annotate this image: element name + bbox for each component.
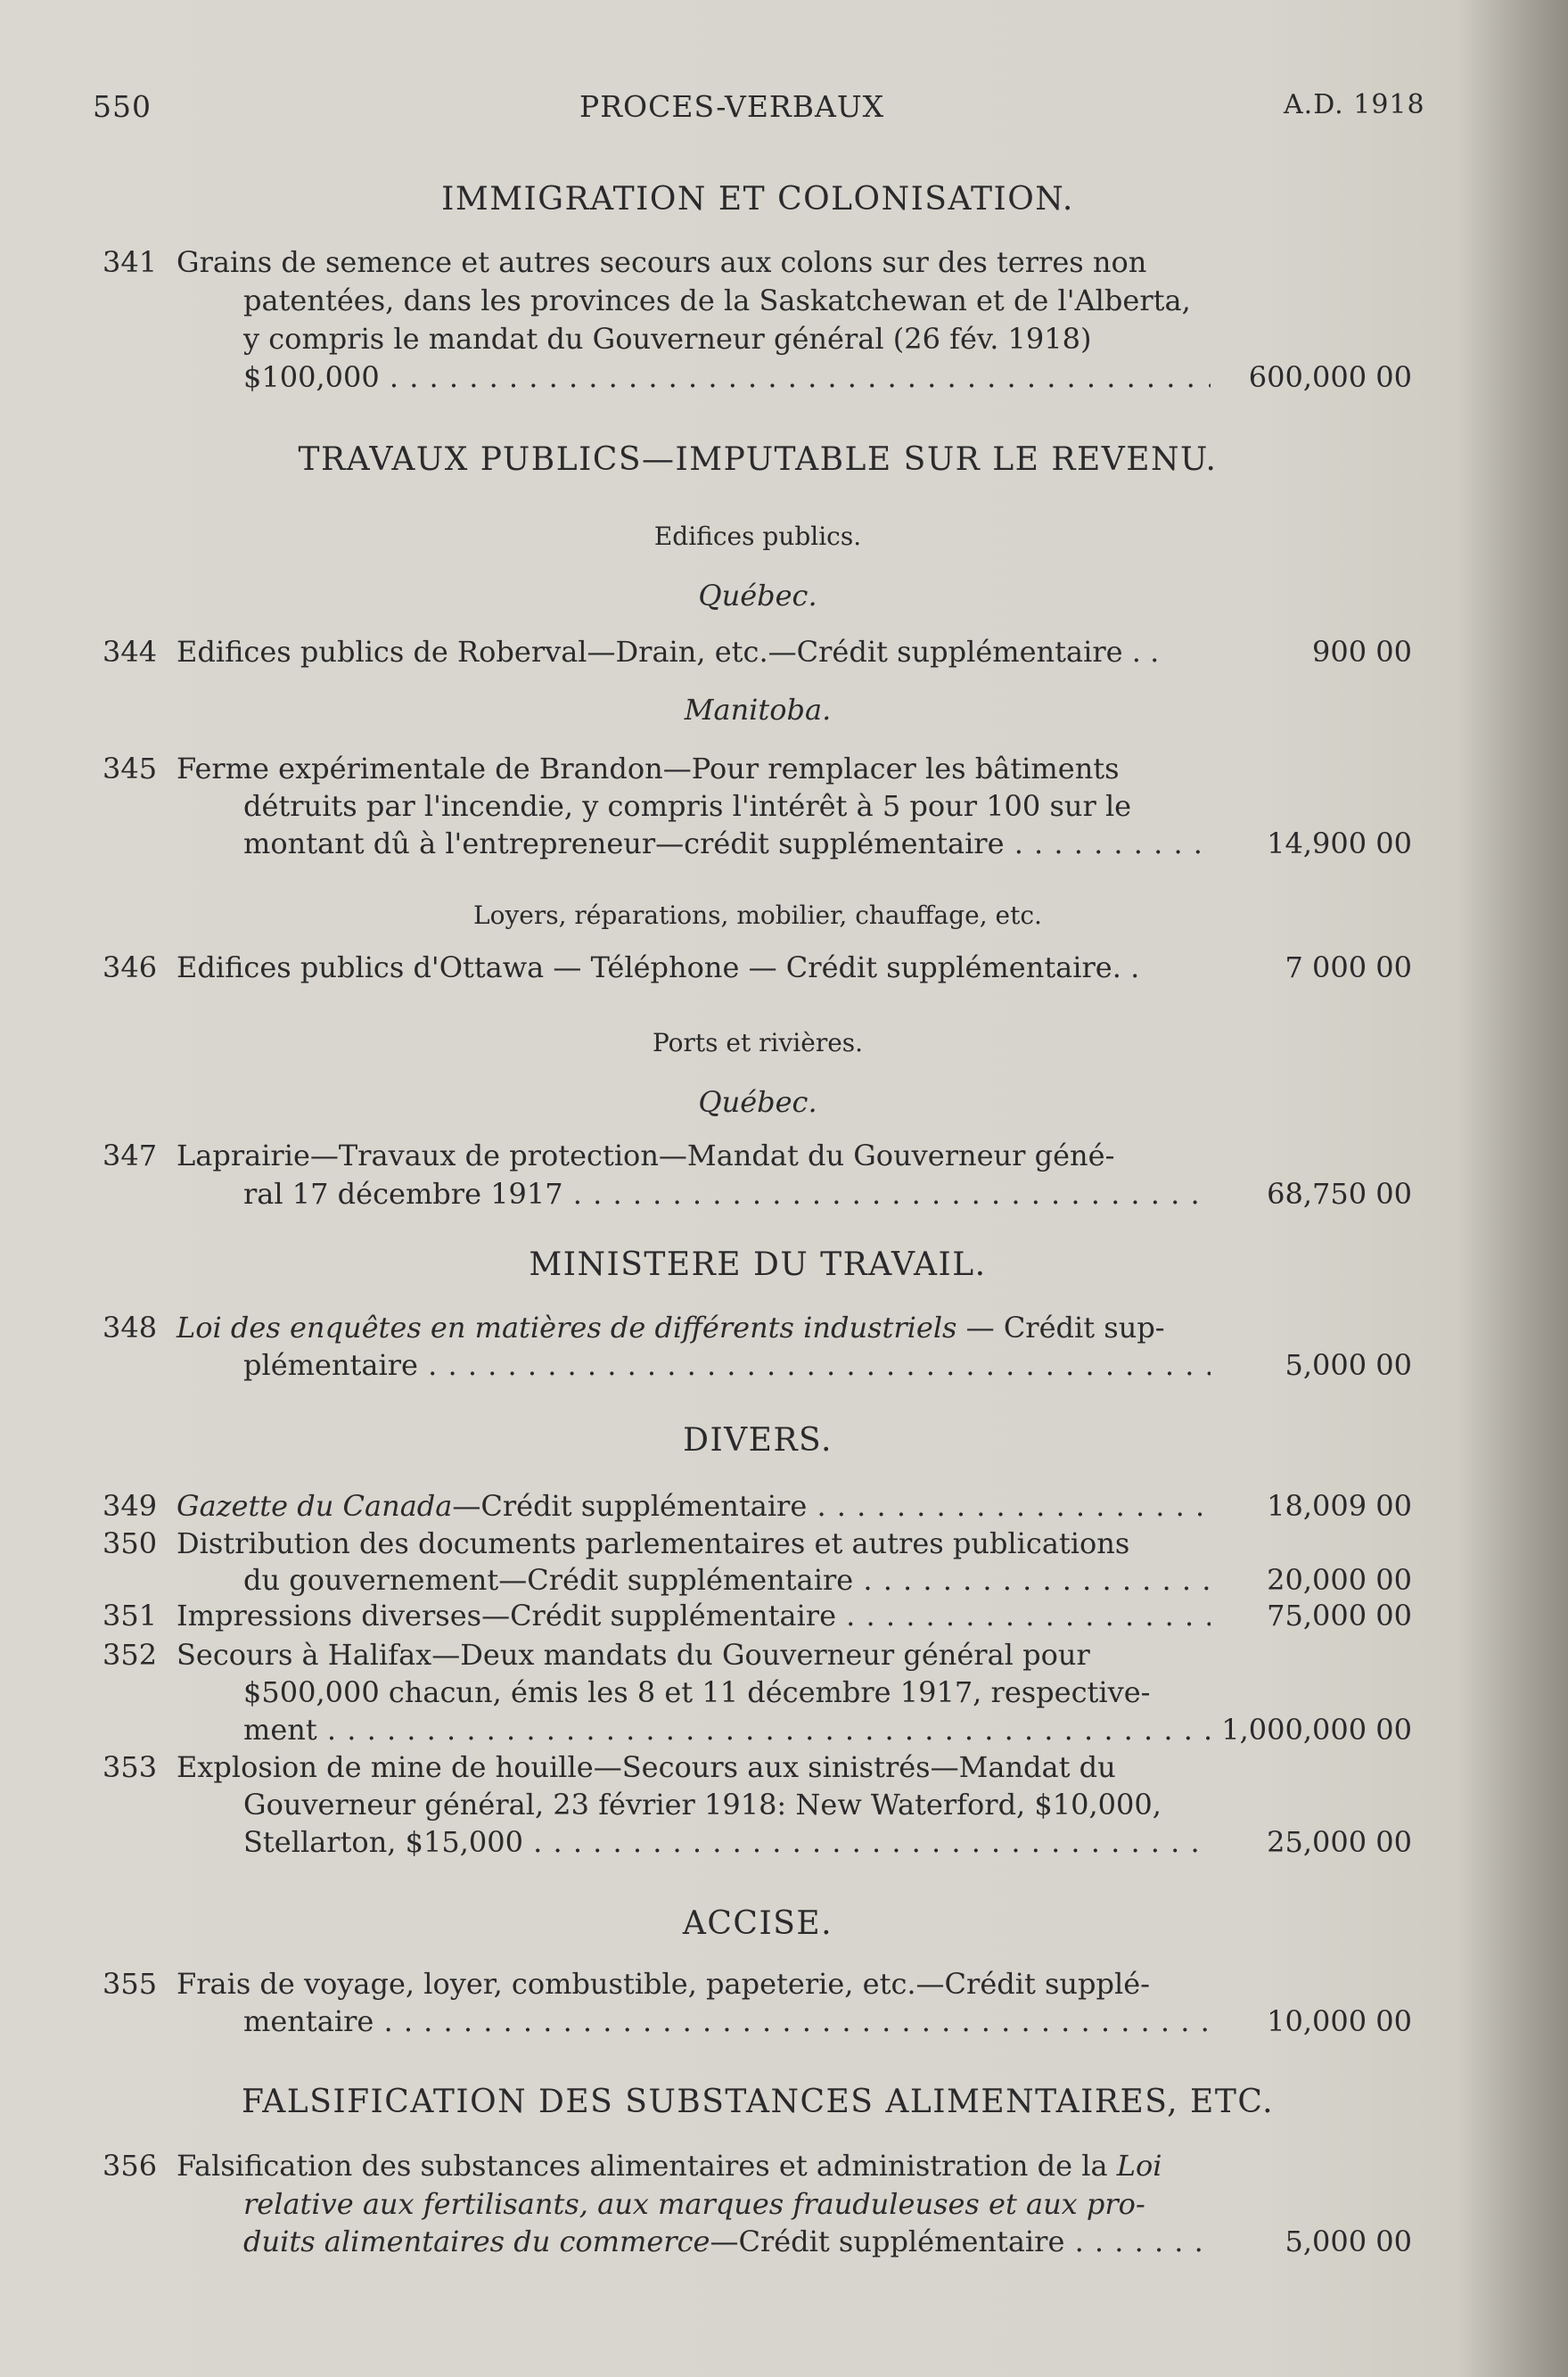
item-text: relative aux fertilisants, aux marques frauduleuses et aux pro-: [243, 2187, 1145, 2221]
item-number: 347: [103, 1139, 158, 1172]
item-number: 345: [103, 752, 158, 785]
item-text: détruits par l'incendie, y compris l'intérêt à 5 pour 100 sur le: [243, 789, 1132, 823]
item-number: 352: [103, 1638, 158, 1672]
page-number: 550: [93, 89, 152, 124]
item-text: Gouverneur général, 23 février 1918: New Waterford, $10,000,: [243, 1788, 1162, 1822]
item-text: duits alimentaires du commerce—Crédit supplémentaire . . .: [243, 2225, 1211, 2258]
running-title: PROCES-VERBAUX: [579, 89, 885, 124]
item-text: Impressions diverses—Crédit supplémentaire . . .: [177, 1599, 1211, 1633]
item-text: Loi des enquêtes en matières de différents industriels — Crédit sup-: [177, 1311, 1165, 1345]
province-title: Québec.: [698, 1085, 817, 1119]
item-amount: 18,009 00: [1267, 1489, 1412, 1523]
item-text: Explosion de mine de houille—Secours aux sinistrés—Mandat du: [177, 1750, 1116, 1784]
item-text: Ferme expérimentale de Brandon—Pour remplacer les bâtiments: [177, 752, 1120, 785]
item-amount: 7 000 00: [1285, 950, 1412, 984]
item-text: du gouvernement—Crédit supplémentaire . . .: [243, 1563, 1211, 1597]
item-text: ral 17 décembre 1917 . . .: [243, 1177, 1211, 1211]
item-amount: 68,750 00: [1267, 1177, 1412, 1211]
item-text: y compris le mandat du Gouverneur général (26 fév. 1918): [243, 322, 1092, 356]
item-text: $500,000 chacun, émis les 8 et 11 décembre 1917, respective-: [243, 1675, 1151, 1709]
item-text: Secours à Halifax—Deux mandats du Gouverneur général pour: [177, 1638, 1090, 1672]
section-title: TRAVAUX PUBLICS—IMPUTABLE SUR LE REVENU.: [298, 441, 1218, 478]
year: A.D. 1918: [1284, 89, 1425, 120]
item-number: 353: [103, 1750, 158, 1784]
item-amount: 600,000 00: [1248, 360, 1412, 394]
section-title: FALSIFICATION DES SUBSTANCES ALIMENTAIRES, ETC.: [241, 2084, 1275, 2120]
item-text: Gazette du Canada—Crédit supplémentaire . . .: [177, 1489, 1211, 1523]
item-number: 344: [103, 635, 158, 669]
item-text: Falsification des substances alimentaires et administration de la Loi: [177, 2149, 1162, 2183]
item-number: 355: [103, 1967, 158, 2001]
province-title: Québec.: [698, 579, 817, 613]
item-text: plémentaire . . .: [243, 1348, 1211, 1382]
item-text: mentaire . . .: [243, 2004, 1211, 2038]
section-title: IMMIGRATION ET COLONISATION.: [441, 181, 1074, 218]
item-amount: 75,000 00: [1267, 1599, 1412, 1633]
item-text: Edifices publics d'Ottawa — Téléphone — Crédit supplémentaire. .: [177, 950, 1140, 984]
item-number: 350: [103, 1526, 158, 1560]
subsection-title: Loyers, réparations, mobilier, chauffage, etc.: [473, 901, 1042, 930]
item-amount: 20,000 00: [1267, 1563, 1412, 1597]
item-number: 341: [103, 245, 158, 279]
item-text: Stellarton, $15,000 . . .: [243, 1825, 1211, 1859]
section-title: MINISTERE DU TRAVAIL.: [529, 1246, 987, 1283]
item-amount: 1,000,000 00: [1221, 1713, 1412, 1747]
item-amount: 14,900 00: [1267, 827, 1412, 860]
item-amount: 900 00: [1312, 635, 1412, 669]
item-text: montant dû à l'entrepreneur—crédit supplémentaire . . .: [243, 827, 1211, 860]
item-text: Grains de semence et autres secours aux colons sur des terres non: [177, 245, 1147, 279]
item-number: 349: [103, 1489, 158, 1523]
item-text: Edifices publics de Roberval—Drain, etc.—Crédit supplémentaire . .: [177, 635, 1160, 669]
item-amount: 25,000 00: [1267, 1825, 1412, 1859]
section-title: DIVERS.: [683, 1422, 833, 1459]
item-text: Frais de voyage, loyer, combustible, papeterie, etc.—Crédit supplé-: [177, 1967, 1150, 2001]
subsection-title: Ports et rivières.: [652, 1028, 864, 1057]
item-text: Distribution des documents parlementaires et autres publications: [177, 1526, 1130, 1560]
item-amount: 5,000 00: [1285, 1348, 1412, 1382]
item-text: patentées, dans les provinces de la Saskatchewan et de l'Alberta,: [243, 284, 1191, 317]
item-text: $100,000 . . .: [243, 360, 1211, 394]
item-number: 356: [103, 2149, 158, 2183]
item-text: ment . . .: [243, 1713, 1211, 1747]
province-title: Manitoba.: [684, 693, 832, 727]
subsection-title: Edifices publics.: [653, 522, 862, 551]
item-amount: 10,000 00: [1267, 2004, 1412, 2038]
item-number: 348: [103, 1311, 158, 1345]
item-number: 351: [103, 1599, 158, 1633]
item-number: 346: [103, 950, 158, 984]
item-amount: 5,000 00: [1285, 2225, 1412, 2258]
item-text: Laprairie—Travaux de protection—Mandat du Gouverneur géné-: [177, 1139, 1115, 1172]
section-title: ACCISE.: [682, 1905, 833, 1942]
